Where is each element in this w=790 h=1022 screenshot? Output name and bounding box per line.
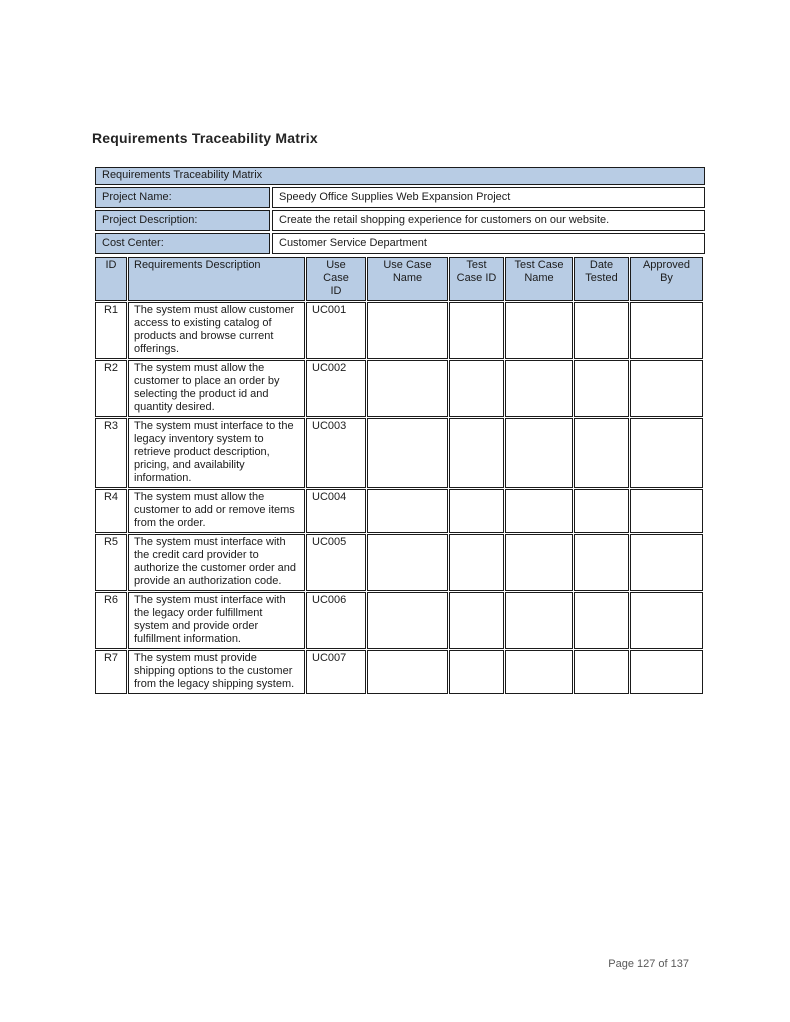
info-value-project-description: Create the retail shopping experience for customers on our website. [272,210,705,231]
test-case-name-cell [505,592,573,649]
requirement-description: The system must interface with the credit card provider to authorize the customer order and provide an authorization code. [128,534,305,591]
use-case-id-cell: UC007 [306,650,366,694]
date-tested-cell [574,489,629,533]
approved-by-cell [630,302,703,359]
use-case-id-cell: UC002 [306,360,366,417]
info-row-project-description [95,210,705,231]
use-case-id-cell: UC006 [306,592,366,649]
col-header-id: ID [95,257,127,301]
col-header-requirements-description: Requirements Description [128,257,305,301]
date-tested-cell [574,360,629,417]
requirement-row-r2 [95,360,703,417]
col-header-use-case-id: Use Case ID [306,257,366,301]
table-banner: Requirements Traceability Matrix [95,167,705,185]
info-label-cost-center: Cost Center: [95,233,270,254]
test-case-name-cell [505,489,573,533]
requirement-id: R4 [95,489,127,533]
use-case-name-cell [367,302,448,359]
approved-by-cell [630,489,703,533]
test-case-name-cell [505,534,573,591]
col-header-test-case-name: Test Case Name [505,257,573,301]
requirement-row-r1 [95,302,703,359]
requirement-id: R7 [95,650,127,694]
requirement-id: R1 [95,302,127,359]
requirement-description: The system must interface with the legacy order fulfillment system and provide order fulfillment information. [128,592,305,649]
test-case-id-cell [449,489,504,533]
info-value-project-name: Speedy Office Supplies Web Expansion Project [272,187,705,208]
date-tested-cell [574,418,629,488]
test-case-id-cell [449,592,504,649]
requirement-row-r6 [95,592,703,649]
approved-by-cell [630,360,703,417]
requirement-row-r3 [95,418,703,488]
use-case-id-cell: UC005 [306,534,366,591]
info-label-project-description: Project Description: [95,210,270,231]
use-case-name-cell [367,592,448,649]
use-case-name-cell [367,418,448,488]
info-value-cost-center: Customer Service Department [272,233,705,254]
page-number: Page 127 of 137 [608,958,689,970]
test-case-name-cell [505,302,573,359]
approved-by-cell [630,534,703,591]
test-case-id-cell [449,650,504,694]
requirement-description: The system must allow the customer to place an order by selecting the product id and quantity desired. [128,360,305,417]
col-header-use-case-name: Use Case Name [367,257,448,301]
requirement-description: The system must allow the customer to add or remove items from the order. [128,489,305,533]
requirement-id: R6 [95,592,127,649]
use-case-id-cell: UC003 [306,418,366,488]
info-label-project-name: Project Name: [95,187,270,208]
test-case-id-cell [449,360,504,417]
col-header-date-tested: Date Tested [574,257,629,301]
approved-by-cell [630,418,703,488]
page-title: Requirements Traceability Matrix [92,130,318,146]
requirement-row-r4 [95,489,703,533]
requirement-description: The system must interface to the legacy inventory system to retrieve product description, pricing, and availability information. [128,418,305,488]
test-case-id-cell [449,418,504,488]
info-row-cost-center [95,233,705,254]
test-case-id-cell [449,302,504,359]
use-case-name-cell [367,360,448,417]
requirement-id: R3 [95,418,127,488]
use-case-id-cell: UC004 [306,489,366,533]
requirement-description: The system must provide shipping options to the customer from the legacy shipping system. [128,650,305,694]
rtm-section [95,167,705,695]
test-case-name-cell [505,360,573,417]
use-case-id-cell: UC001 [306,302,366,359]
date-tested-cell [574,534,629,591]
requirement-row-r7 [95,650,703,694]
date-tested-cell [574,592,629,649]
test-case-id-cell [449,534,504,591]
test-case-name-cell [505,650,573,694]
requirement-id: R5 [95,534,127,591]
requirement-id: R2 [95,360,127,417]
requirement-row-r5 [95,534,703,591]
test-case-name-cell [505,418,573,488]
approved-by-cell [630,650,703,694]
date-tested-cell [574,650,629,694]
info-row-project-name [95,187,705,208]
matrix-header-row [95,257,703,301]
requirement-description: The system must allow customer access to existing catalog of products and browse current offerings. [128,302,305,359]
col-header-test-case-id: Test Case ID [449,257,504,301]
use-case-name-cell [367,489,448,533]
use-case-name-cell [367,650,448,694]
requirements-matrix-table [94,256,704,695]
approved-by-cell [630,592,703,649]
use-case-name-cell [367,534,448,591]
date-tested-cell [574,302,629,359]
col-header-approved-by: Approved By [630,257,703,301]
